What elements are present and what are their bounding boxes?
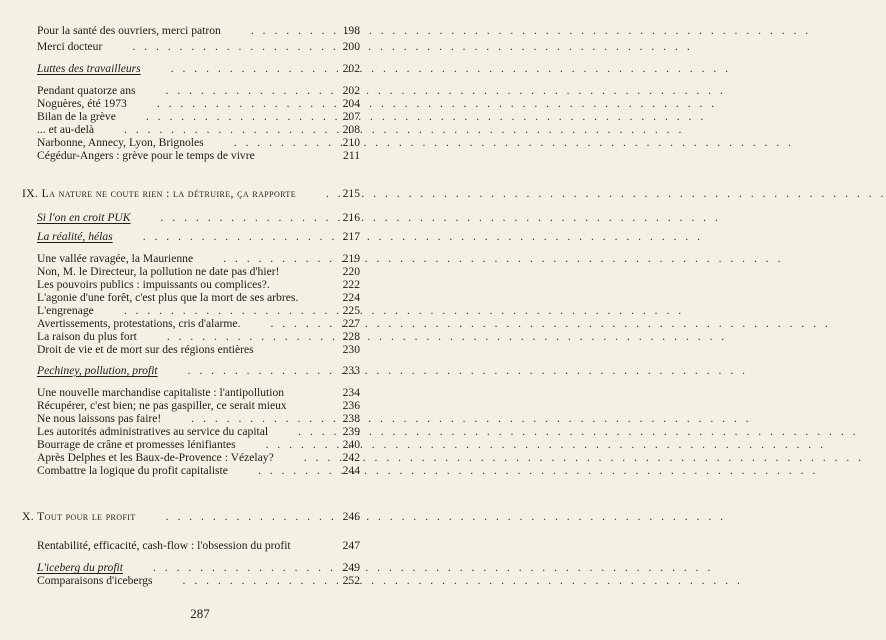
entry-page-number: 233: [342, 364, 360, 377]
toc-entry: [37, 451, 359, 465]
dot-leader: [167, 330, 727, 344]
book-page: [0, 0, 400, 640]
dot-leader: [304, 451, 864, 465]
toc-entry: [37, 343, 359, 357]
entry-title: La réalité, hélas: [37, 230, 113, 243]
entry-page-number: 208: [342, 123, 360, 136]
entry-page-number: 204: [342, 97, 360, 110]
dot-leader: [326, 187, 886, 201]
entry-page-number: 230: [342, 343, 360, 356]
entry-page-number: 219: [342, 252, 360, 265]
section-subheading: [37, 62, 359, 76]
dot-leader: [166, 84, 726, 98]
entry-page-number: 234: [342, 386, 360, 399]
entry-title: Narbonne, Annecy, Lyon, Brignoles: [37, 136, 204, 149]
toc-entry: [37, 84, 359, 98]
toc-entry: [37, 304, 359, 318]
toc-entry: [37, 110, 359, 124]
entry-page-number: 249: [342, 561, 360, 574]
entry-page-number: 211: [343, 149, 360, 162]
entry-page-number: 247: [342, 539, 360, 552]
entry-title: Pechiney, pollution, profit: [37, 364, 158, 377]
entry-title: Pour la santé des ouvriers, merci patron: [37, 24, 221, 37]
entry-page-number: 216: [342, 211, 360, 224]
entry-title: Récupérer, c'est bien; ne pas gaspiller, ce serait mieux: [37, 399, 287, 412]
toc-entry: [37, 438, 359, 452]
entry-title: Non, M. le Directeur, la pollution ne date pas d'hier!: [37, 265, 280, 278]
dot-leader: [183, 574, 743, 588]
dot-leader: [132, 40, 692, 54]
entry-page-number: 220: [342, 265, 360, 278]
entry-title: Combattre la logique du profit capitaliste: [37, 464, 228, 477]
toc-entry: [37, 317, 359, 331]
toc-entry: [37, 123, 359, 137]
toc-entry: [37, 291, 359, 305]
dot-leader: [124, 123, 684, 137]
dot-leader: [161, 211, 721, 225]
entry-page-number: 227: [342, 317, 360, 330]
toc-entry: [37, 252, 359, 266]
toc-entry: [37, 386, 359, 400]
entry-page-number: 224: [342, 291, 360, 304]
dot-leader: [298, 425, 858, 439]
entry-title: Droit de vie et de mort sur des régions entières: [37, 343, 254, 356]
entry-title: X. Tout pour le profit: [22, 510, 136, 523]
entry-page-number: 198: [342, 24, 360, 37]
entry-page-number: 215: [342, 187, 360, 200]
entry-page-number: 202: [342, 84, 360, 97]
dot-leader: [188, 364, 748, 378]
toc-entry: [37, 399, 359, 413]
entry-page-number: 225: [342, 304, 360, 317]
entry-title: IX. La nature ne coute rien : la détruire, ça rapporte: [22, 187, 296, 200]
toc-entry: [37, 330, 359, 344]
entry-title: Bourrage de crâne et promesses lénifiantes: [37, 438, 236, 451]
entry-page-number: 210: [342, 136, 360, 149]
entry-title: Avertissements, protestations, cris d'alarme.: [37, 317, 241, 330]
entry-title: ... et au-delà: [37, 123, 94, 136]
entry-page-number: 239: [342, 425, 360, 438]
entry-page-number: 244: [342, 464, 360, 477]
entry-title: La raison du plus fort: [37, 330, 137, 343]
toc-entry: [37, 265, 359, 279]
dot-leader: [124, 304, 684, 318]
entry-page-number: 228: [342, 330, 360, 343]
entry-title: Bilan de la grève: [37, 110, 116, 123]
dot-leader: [191, 412, 751, 426]
dot-leader: [157, 97, 717, 111]
entry-page-number: 200: [342, 40, 360, 53]
section-subheading: [37, 230, 359, 244]
entry-title: Si l'on en croit PUK: [37, 211, 131, 224]
section-subheading: [37, 211, 359, 225]
entry-page-number: 242: [342, 451, 360, 464]
entry-title: Après Delphes et les Baux-de-Provence : Vézelay?: [37, 451, 274, 464]
dot-leader: [166, 510, 726, 524]
toc-entry: [37, 97, 359, 111]
dot-leader: [223, 252, 783, 266]
entry-title: Rentabilité, efficacité, cash-flow : l'obsession du profit: [37, 539, 291, 552]
toc-entry: [37, 24, 359, 38]
toc-entry: [37, 136, 359, 150]
toc-entry: [37, 278, 359, 292]
entry-page-number: 238: [342, 412, 360, 425]
toc-entry: [37, 40, 359, 54]
toc-entry: [37, 464, 359, 478]
chapter-heading: [22, 187, 359, 201]
toc-entry: [37, 574, 359, 588]
dot-leader: [171, 62, 731, 76]
entry-page-number: 240: [342, 438, 360, 451]
entry-title: L'engrenage: [37, 304, 94, 317]
entry-page-number: 207: [342, 110, 360, 123]
entry-title: Ne nous laissons pas faire!: [37, 412, 162, 425]
dot-leader: [153, 561, 713, 575]
entry-page-number: 246: [342, 510, 360, 523]
entry-title: Pendant quatorze ans: [37, 84, 136, 97]
entry-page-number: 217: [342, 230, 360, 243]
entry-title: L'agonie d'une forêt, c'est plus que la mort de ses arbres.: [37, 291, 299, 304]
entry-page-number: 236: [342, 399, 360, 412]
chapter-heading: [22, 510, 359, 524]
entry-title: Une nouvelle marchandise capitaliste : l'antipollution: [37, 386, 285, 399]
entry-page-number: 202: [342, 62, 360, 75]
dot-leader: [251, 24, 811, 38]
page-number: 287: [190, 606, 210, 621]
entry-page-number: 252: [342, 574, 360, 587]
entry-page-number: 222: [342, 278, 360, 291]
entry-title: Comparaisons d'icebergs: [37, 574, 153, 587]
entry-title: Merci docteur: [37, 40, 103, 53]
toc-entry: [37, 539, 359, 553]
entry-title: Les autorités administratives au service du capital: [37, 425, 269, 438]
entry-title: Cégédur-Angers : grève pour le temps de vivre: [37, 149, 255, 162]
dot-leader: [143, 230, 703, 244]
entry-title: Une vallée ravagée, la Maurienne: [37, 252, 194, 265]
dot-leader: [234, 136, 794, 150]
toc-entry: [37, 425, 359, 439]
toc-entry: [37, 149, 359, 163]
entry-title: Les pouvoirs publics : impuissants ou complices?.: [37, 278, 270, 291]
section-subheading: [37, 364, 359, 378]
dot-leader: [146, 110, 706, 124]
toc-entry: [37, 412, 359, 426]
section-subheading: [37, 561, 359, 575]
entry-title: Luttes des travailleurs: [37, 62, 141, 75]
entry-title: L'iceberg du profit: [37, 561, 123, 574]
entry-title: Noguères, été 1973: [37, 97, 127, 110]
